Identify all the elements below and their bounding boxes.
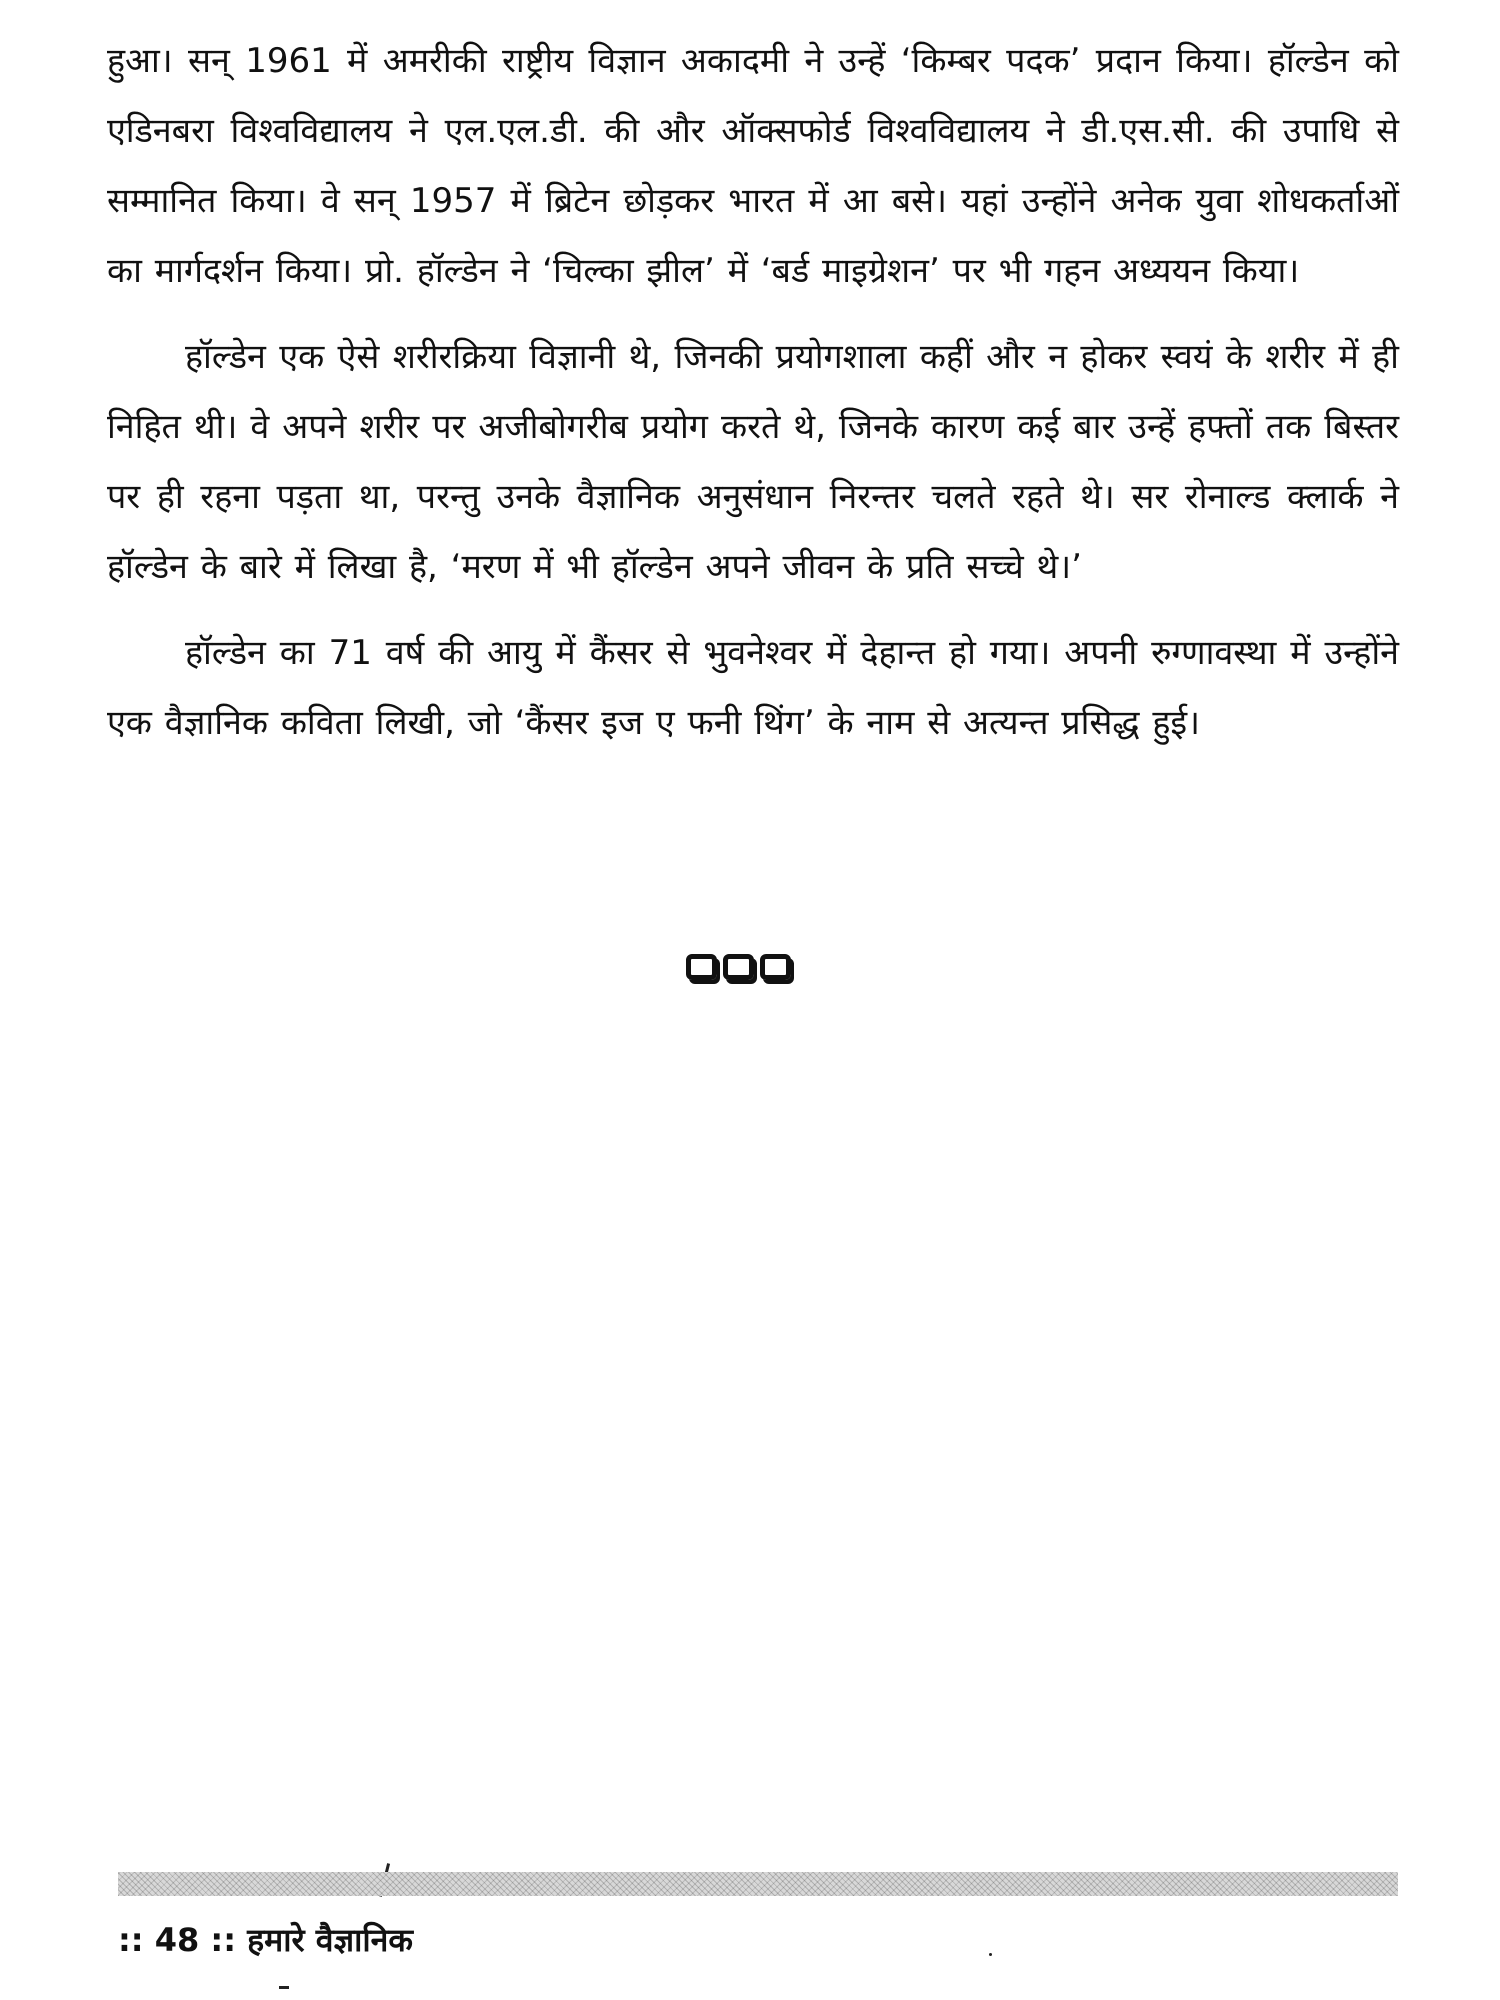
- paragraph-1: हुआ। सन् 1961 में अमरीकी राष्ट्रीय विज्ञान अकादमी ने उन्हें ‘किम्बर पदक’ प्रदान किया। हॉल्डेन को एडिनबरा विश्वविद्यालय ने एल.एल.डी. की और ऑक्सफोर्ड विश्वविद्यालय ने डी.एस.सी. की उपाधि से सम्मानित किया। वे सन् 1957 में ब्रिटेन छोड़कर भारत में आ बसे। यहां उन्होंने अनेक युवा शोधकर्ताओं का मार्गदर्शन किया। प्रो. हॉल्डेन ने ‘चिल्का झील’ में ‘बर्ड माइग्रेशन’ पर भी गहन अध्ययन किया।: [107, 41, 1399, 291]
- scan-mark: [279, 1986, 289, 1989]
- end-box-icon: [760, 954, 791, 980]
- paragraph-2: हॉल्डेन एक ऐसे शरीरक्रिया विज्ञानी थे, जिनकी प्रयोगशाला कहीं और न होकर स्वयं के शरीर में ही निहित थी। वे अपने शरीर पर अजीबोगरीब प्रयोग करते थे, जिनके कारण कई बार उन्हें हफ्तों तक बिस्तर पर ही रहना पड़ता था, परन्तु उनके वैज्ञानिक अनुसंधान निरन्तर चलते रहते थे। सर रोनाल्ड क्लार्क ने हॉल्डेन के बारे में लिखा है, ‘मरण में भी हॉल्डेन अपने जीवन के प्रति सच्चे थे।’: [107, 337, 1399, 587]
- end-box-icon: [723, 954, 754, 980]
- page-body: [107, 26, 1399, 758]
- end-box-icon: [686, 954, 717, 980]
- scan-mark: [989, 1953, 992, 1956]
- paragraph-3: हॉल्डेन का 71 वर्ष की आयु में कैंसर से भुवनेश्वर में देहान्त हो गया। अपनी रुग्णावस्था में उन्होंने एक वैज्ञानिक कविता लिखी, जो ‘कैंसर इज ए फनी थिंग’ के नाम से अत्यन्त प्रसिद्ध हुई।: [107, 633, 1399, 743]
- section-end-ornament: [686, 954, 791, 980]
- page-footer-label: :: 48 :: हमारे वैज्ञानिक: [118, 1921, 414, 1959]
- footer-rule: [118, 1872, 1398, 1896]
